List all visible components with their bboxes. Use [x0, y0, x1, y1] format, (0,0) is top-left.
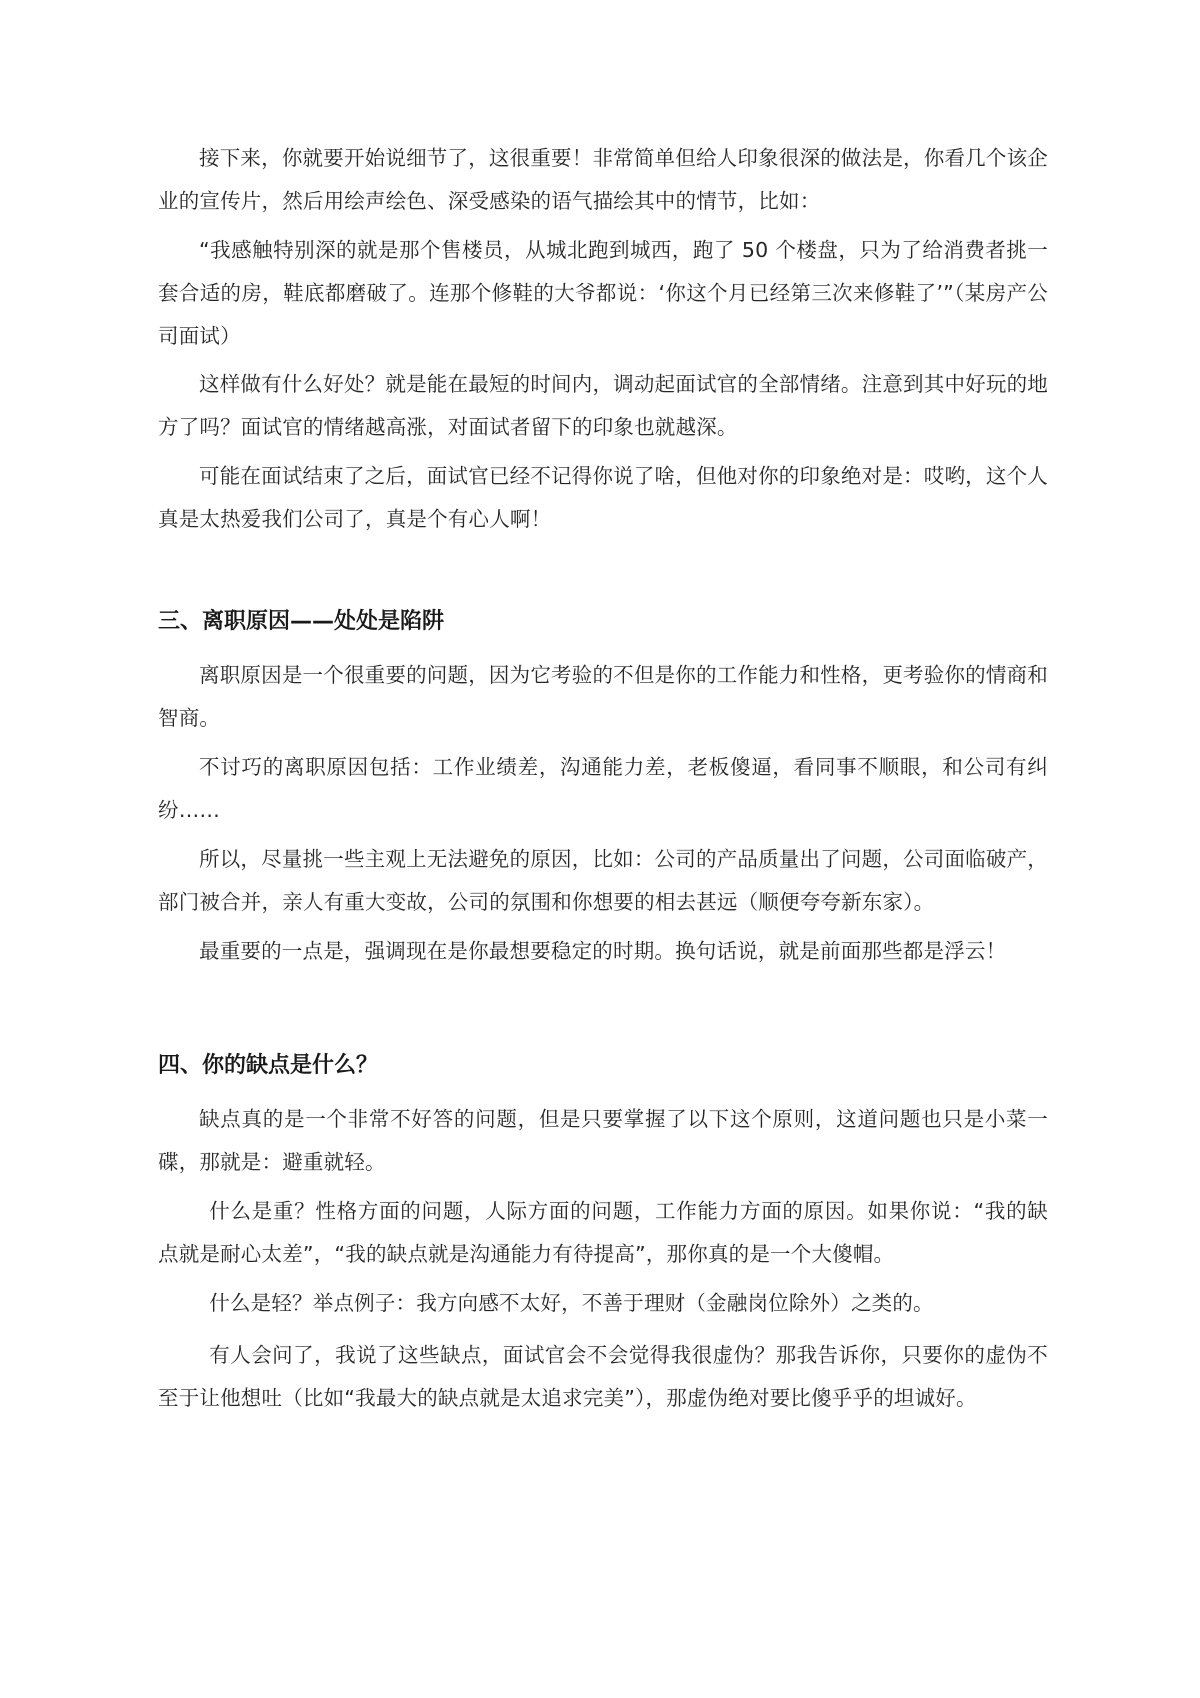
document-page	[158, 0, 1048, 1698]
section-3-paragraph-3: 所以，尽量挑一些主观上无法避免的原因，比如：公司的产品质量出了问题，公司面临破产，部门被合并，亲人有重大变故，公司的氛围和你想要的相去甚远（顺便夸夸新东家）。	[158, 847, 1048, 914]
intro-paragraph-4: 可能在面试结束了之后，面试官已经不记得你说了啥，但他对你的印象绝对是：哎哟，这个人真是太热爱我们公司了，真是个有心人啊！	[158, 464, 1048, 531]
section-4-heading: 四、你的缺点是什么？	[158, 1053, 379, 1078]
section-3-paragraph-4: 最重要的一点是，强调现在是你最想要稳定的时期。换句话说，就是前面那些都是浮云！	[199, 939, 1007, 963]
section-3-heading: 三、离职原因——处处是陷阱	[158, 609, 445, 634]
section-3-paragraph-2: 不讨巧的离职原因包括：工作业绩差，沟通能力差，老板傻逼，看同事不顺眼，和公司有纠纷……	[158, 755, 1048, 822]
section-4-paragraph-3: 什么是轻？举点例子：我方向感不太好，不善于理财（金融岗位除外）之类的。	[209, 1291, 934, 1315]
intro-paragraph-1: 接下来，你就要开始说细节了，这很重要！非常简单但给人印象很深的做法是，你看几个该企业的宣传片，然后用绘声绘色、深受感染的语气描绘其中的情节，比如：	[158, 146, 1048, 213]
intro-paragraph-2-quote: “我感触特别深的就是那个售楼员，从城北跑到城西，跑了 50 个楼盘，只为了给消费者挑一套合适的房，鞋底都磨破了。连那个修鞋的大爷都说：‘你这个月已经第三次来修鞋了’”（某房产公司面试）	[158, 238, 1048, 348]
section-4-paragraph-1: 缺点真的是一个非常不好答的问题，但是只要掌握了以下这个原则，这道问题也只是小菜一碟，那就是：避重就轻。	[158, 1107, 1048, 1174]
section-4-paragraph-4: 有人会问了，我说了这些缺点，面试官会不会觉得我很虚伪？那我告诉你，只要你的虚伪不至于让他想吐（比如“我最大的缺点就是太追求完美”），那虚伪绝对要比傻乎乎的坦诚好。	[158, 1343, 1048, 1410]
section-3-paragraph-1: 离职原因是一个很重要的问题，因为它考验的不但是你的工作能力和性格，更考验你的情商和智商。	[158, 663, 1048, 730]
intro-paragraph-3: 这样做有什么好处？就是能在最短的时间内，调动起面试官的全部情绪。注意到其中好玩的地方了吗？面试官的情绪越高涨，对面试者留下的印象也就越深。	[158, 372, 1048, 439]
section-4-paragraph-2: 什么是重？性格方面的问题，人际方面的问题，工作能力方面的原因。如果你说：“我的缺点就是耐心太差”，“我的缺点就是沟通能力有待提高”，那你真的是一个大傻帽。	[158, 1199, 1048, 1266]
